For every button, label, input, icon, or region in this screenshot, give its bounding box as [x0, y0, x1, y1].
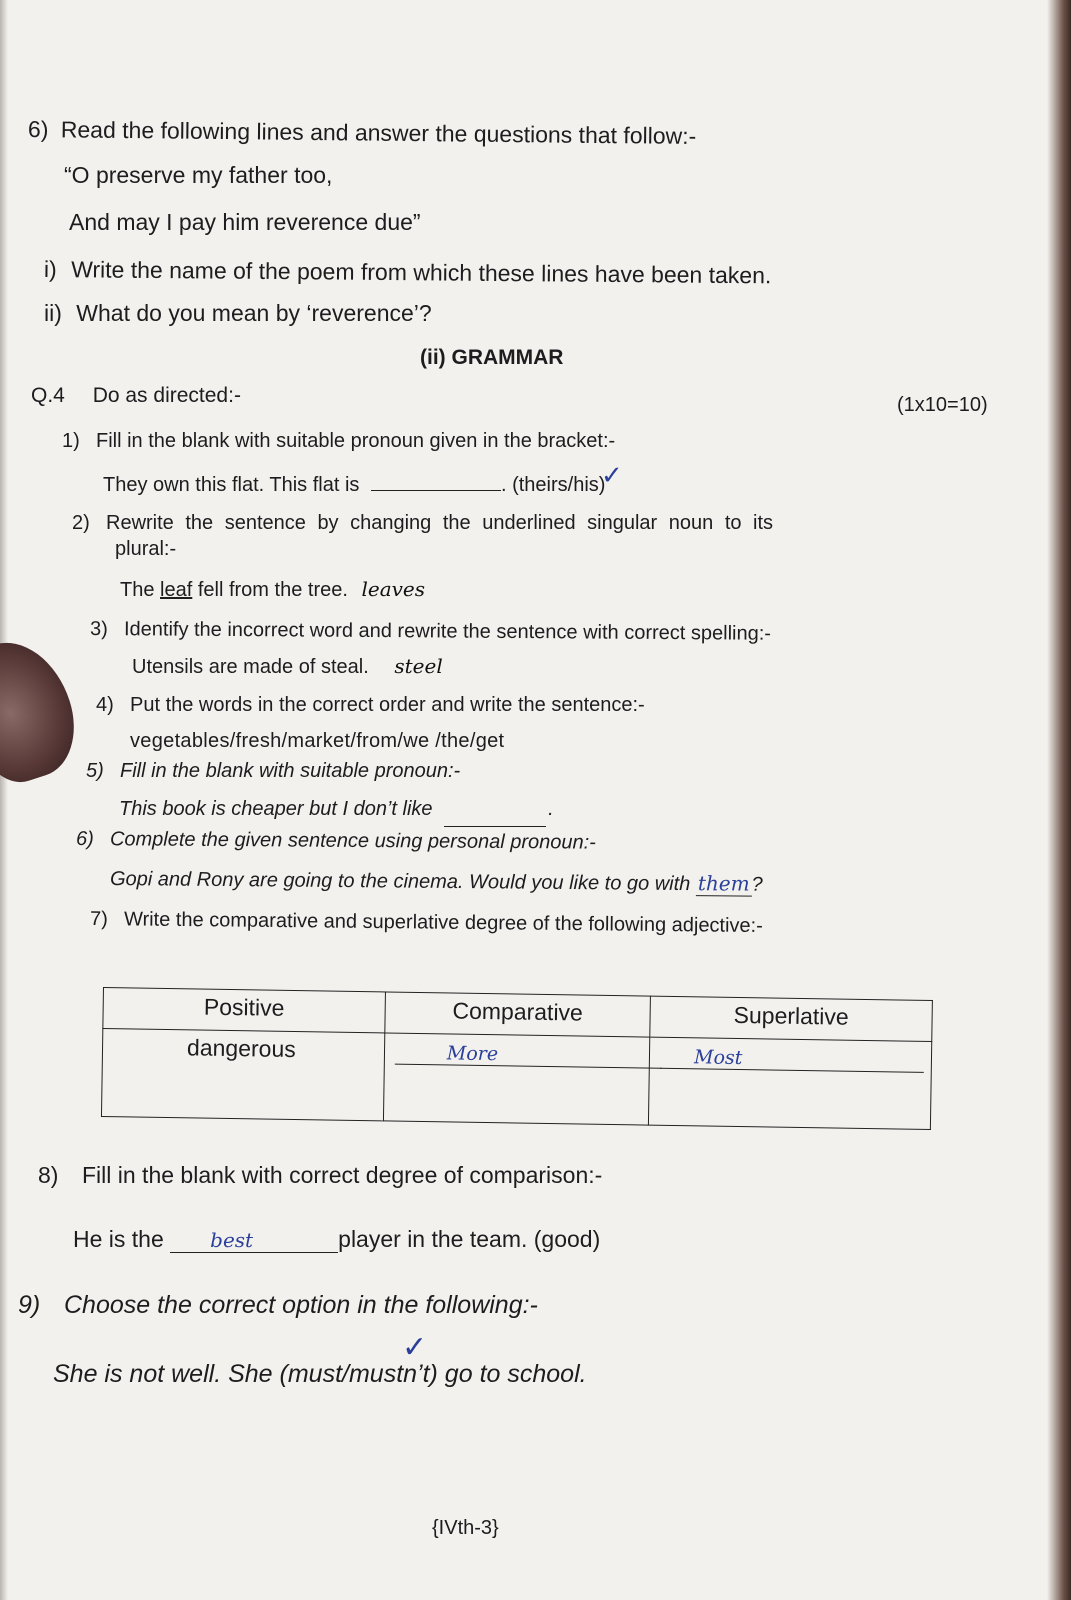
- cell-comparative-answer: More: [395, 1042, 662, 1069]
- item-2-handwritten-answer: leaves: [361, 577, 426, 601]
- item-3-sentence-text: Utensils are made of steal.: [132, 656, 369, 678]
- item-9-num: 9): [18, 1291, 41, 1319]
- cell-superlative-answer: Most: [660, 1046, 924, 1073]
- grammar-section-title: (ii) GRAMMAR: [420, 346, 564, 369]
- item-2-text-cont: plural:-: [115, 538, 177, 560]
- header-superlative: Superlative: [650, 996, 932, 1041]
- q6-sub-i-text: Write the name of the poem from which these lines have been taken.: [71, 256, 772, 289]
- item-8-sentence-end: player in the team. (good): [338, 1226, 601, 1252]
- q6-sub-ii-num: ii): [44, 300, 62, 326]
- item-1-instruction: [62, 430, 615, 453]
- q6-heading-text: Read the following lines and answer the questions that follow:-: [60, 116, 697, 149]
- item-8-handwritten-answer: best: [170, 1228, 338, 1253]
- item-6-handwritten-answer: them: [696, 871, 752, 896]
- q4-label: Q.4: [31, 384, 65, 407]
- item-9-sentence: She is not well. She (must/mustn’t) go to school.: [53, 1360, 587, 1388]
- item-4-instruction: [96, 694, 645, 717]
- item-6-sentence: [110, 866, 763, 897]
- q6-sub-ii-text: What do you mean by ‘reverence’?: [76, 300, 432, 326]
- item-6-sentence-text: Gopi and Rony are going to the cinema. Would you like to go with: [109, 868, 691, 896]
- finger-shadow: [0, 628, 89, 792]
- header-positive: Positive: [103, 988, 385, 1033]
- item-6-sentence-end: ?: [751, 873, 763, 896]
- item-8-sentence-start: He is the: [73, 1226, 164, 1252]
- item-8-text: Fill in the blank with correct degree of comparison:-: [82, 1162, 603, 1188]
- item-6-instruction: [76, 828, 596, 855]
- item-8-num: 8): [38, 1162, 59, 1188]
- poem-line-1: “O preserve my father too,: [64, 162, 333, 188]
- item-2-num: 2): [72, 512, 90, 534]
- item-5-sentence-text: This book is cheaper but I don’t like: [119, 798, 433, 820]
- item-1-num: 1): [62, 430, 80, 452]
- item-7-num: 7): [89, 908, 108, 931]
- item-3-sentence: [132, 654, 443, 679]
- item-2-sentence-b: fell from the tree.: [197, 579, 348, 601]
- q4-instruction: Do as directed:-: [92, 384, 241, 407]
- item-3-handwritten-answer: steel: [394, 654, 443, 678]
- item-9-text: Choose the correct option in the following:-: [64, 1291, 538, 1319]
- item-5-num: 5): [86, 760, 104, 782]
- item-3-text: Identify the incorrect word and rewrite the sentence with correct spelling:-: [123, 618, 772, 645]
- cell-positive: dangerous: [101, 1029, 384, 1121]
- cell-superlative[interactable]: [649, 1037, 932, 1129]
- item-1-blank[interactable]: [371, 470, 501, 491]
- item-2-underlined-noun: leaf: [160, 579, 193, 601]
- item-2-sentence-a: The: [120, 579, 155, 601]
- item-1-sentence-end: . (theirs/his): [500, 474, 606, 496]
- item-3-num: 3): [89, 618, 108, 641]
- item-1-text: Fill in the blank with suitable pronoun given in the bracket:-: [96, 430, 616, 452]
- item-5-sentence-end: .: [548, 798, 554, 820]
- header-comparative: Comparative: [385, 992, 651, 1037]
- q6-sub-i: [44, 256, 772, 289]
- item-5-instruction: [86, 760, 460, 783]
- item-4-text: Put the words in the correct order and write the sentence:-: [130, 694, 645, 716]
- item-2-instruction: [72, 512, 773, 535]
- page-code: {IVth-3}: [432, 1517, 499, 1539]
- item-5-text: Fill in the blank with suitable pronoun:-: [120, 760, 461, 782]
- item-1-sentence-start: They own this flat. This flat is: [103, 474, 360, 496]
- item-3-instruction: [90, 618, 771, 646]
- q4-heading: [31, 384, 241, 408]
- tick-mark-icon: ✓: [402, 1331, 428, 1364]
- item-2-text: Rewrite the sentence by changing the underlined singular noun to its: [106, 512, 774, 534]
- item-4-num: 4): [96, 694, 114, 716]
- item-8-sentence: [73, 1226, 600, 1253]
- degree-table: [101, 987, 933, 1130]
- page-edge-right: [1047, 0, 1071, 1600]
- degree-table-row: [101, 1029, 931, 1130]
- q4-marks: (1x10=10): [897, 394, 988, 416]
- item-1-sentence: [103, 460, 623, 497]
- item-5-blank[interactable]: [444, 806, 546, 827]
- cell-comparative[interactable]: [383, 1033, 650, 1125]
- poem-line-2: And may I pay him reverence due”: [69, 209, 421, 235]
- item-2-sentence: [120, 577, 425, 602]
- q6-sub-i-num: i): [43, 256, 57, 283]
- item-4-words: vegetables/fresh/market/from/we /the/get: [130, 730, 505, 752]
- q6-sub-ii: [44, 300, 432, 327]
- page-edge-left: [0, 0, 8, 1600]
- item-6-text: Complete the given sentence using personal pronoun:-: [109, 828, 596, 854]
- q6-number: 6): [27, 116, 49, 143]
- item-9-instruction: [18, 1291, 538, 1320]
- q6-heading: [28, 116, 697, 150]
- item-7-text: Write the comparative and superlative degree of the following adjective:-: [123, 908, 763, 938]
- item-7-instruction: [90, 908, 763, 938]
- item-5-sentence: [119, 794, 554, 821]
- item-8-instruction: [38, 1162, 602, 1189]
- tick-mark-icon: ✓: [601, 460, 623, 490]
- item-6-num: 6): [75, 828, 94, 851]
